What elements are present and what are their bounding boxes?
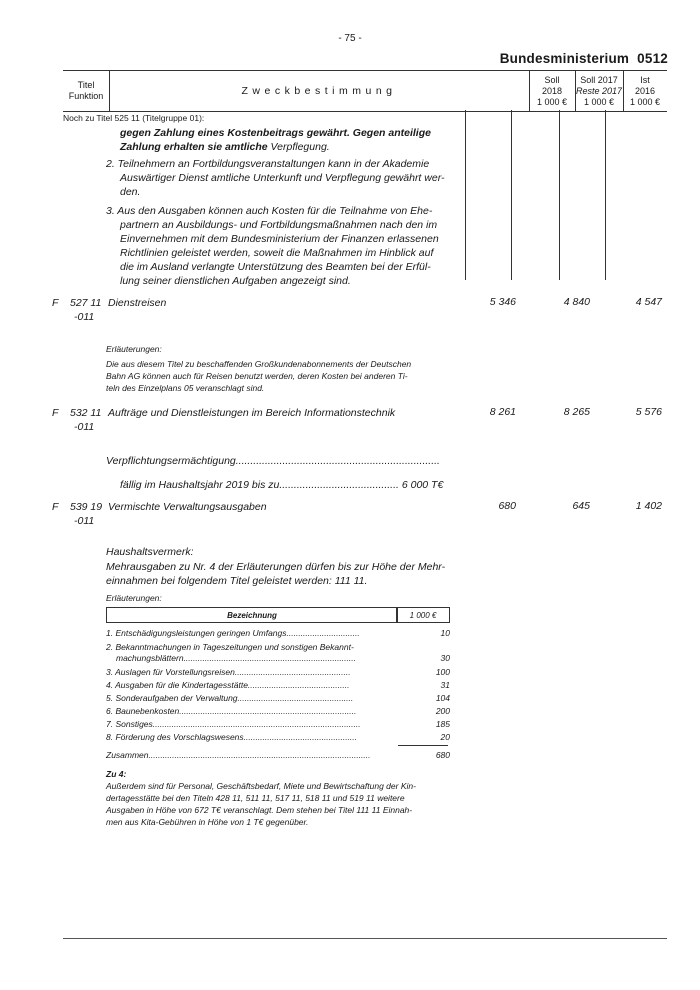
header-titel-funktion	[63, 71, 109, 111]
erl1-label: Erläuterungen:	[106, 344, 162, 354]
intro-item-3	[106, 204, 450, 288]
row-value: 10	[440, 628, 450, 638]
title-number: 539 19	[70, 501, 103, 513]
ministry-name: Bundesministerium	[499, 51, 630, 66]
intro-line	[120, 140, 450, 154]
soll-2018-value: 680	[498, 500, 516, 512]
ministry-code: 0512	[637, 51, 668, 66]
title-flag: F	[52, 501, 59, 513]
intro-bold-line: gegen Zahlung eines Kostenbeitrags gewährt. Gegen anteilige	[120, 127, 431, 139]
header-soll-2017-line: Soll 2017	[580, 74, 618, 85]
title-name: Dienstreisen	[108, 297, 167, 309]
item-line: Richtlinien geleistet werden, soweit die Maßnahmen im Hinblick auf	[120, 247, 434, 259]
intro-normal-line: Verpflegung.	[267, 141, 330, 153]
total-value: 680	[435, 750, 450, 760]
soll-2017-value: 645	[572, 500, 590, 512]
row-label: 4. Ausgaben für die Kindertagesstätte...........................................	[106, 680, 350, 690]
footer-rule	[63, 938, 667, 939]
header-ist-2016-line: 2016	[634, 85, 656, 96]
sum-divider	[398, 745, 448, 746]
header-soll-2018-line: 2018	[541, 85, 563, 96]
zu4-line: dertagesstätte bei den Titeln 428 11, 511 11, 517 11, 518 11 und 519 11 weitere	[106, 793, 405, 803]
header-reste-2017: Reste 2017	[575, 85, 623, 96]
title-function: -011	[74, 311, 95, 323]
vpe-due: fällig im Haushaltsjahr 2019 bis zu......................................... 6 000 T€	[120, 479, 444, 491]
erl2-label: Erläuterungen:	[106, 593, 162, 603]
header-ist-2016-line: 1 000 €	[629, 96, 661, 107]
zu4-text	[106, 780, 456, 828]
soll-2017-value: 4 840	[563, 296, 590, 308]
item-line: Auswärtiger Dienst amtliche Unterkunft und Verpflegung gewährt wer-	[120, 172, 445, 184]
header-titel: Titel	[77, 80, 95, 90]
zu4-line: Außerdem sind für Personal, Geschäftsbedarf, Miete und Bewirtschaftung der Kin-	[106, 781, 416, 791]
item-line: Einvernehmen mit dem Bundesministerium der Finanzen erlassenen	[120, 233, 439, 245]
hhv-line: Mehrausgaben zu Nr. 4 der Erläuterungen dürfen bis zur Höhe der Mehr-	[106, 561, 446, 573]
ist-2016-value: 4 547	[635, 296, 662, 308]
header-soll-2017	[575, 71, 623, 111]
hhv-label: Haushaltsvermerk:	[106, 546, 194, 558]
intro-item-2	[106, 157, 450, 199]
soll-2017-value: 8 265	[563, 406, 590, 418]
row-value: 20	[440, 732, 450, 742]
column-header	[63, 70, 667, 112]
ist-2016-value: 1 402	[635, 500, 662, 512]
title-flag: F	[52, 297, 59, 309]
header-zweckbestimmung: Zweckbestimmung	[241, 84, 397, 97]
title-flag: F	[52, 407, 59, 419]
row-label: 3. Auslagen für Vorstellungsreisen.................................................	[106, 667, 351, 677]
row-value: 100	[435, 667, 450, 677]
item-line: partnern an Ausbildungs- und Fortbildungsmaßnahmen nach den im	[120, 219, 438, 231]
soll-2018-value: 5 346	[489, 296, 516, 308]
title-function: -011	[74, 515, 95, 527]
vpe-label: Verpflichtungsermächtigung......................................................................	[106, 455, 440, 467]
item-line: die im Ausland verlangte Unterstützung des Beamten bei der Erfül-	[120, 261, 431, 273]
erl-line: Bahn AG können auch für Reisen benutzt werden, deren Kosten bei anderen Ti-	[106, 371, 408, 381]
zu4-line: Ausgaben in Höhe von 672 T€ veranschlagt. Dem stehen bei Titel 111 11 Einnah-	[106, 805, 413, 815]
header-ist-2016-line: Ist	[640, 74, 650, 85]
header-soll-2018-line: 1 000 €	[536, 96, 568, 107]
item-line: lung seiner dienstlichen Aufgaben angezeigt sind.	[120, 275, 351, 287]
zu4-label: Zu 4:	[106, 769, 127, 779]
header-ist-2016	[623, 71, 667, 111]
item-line: 3. Aus den Ausgaben können auch Kosten für die Teilnahme von Ehe-	[106, 205, 433, 217]
intro-text	[120, 126, 450, 154]
zu4-line: men aus Kita-Gebühren in Höhe von 1 T€ gegenüber.	[106, 817, 309, 827]
intro-bold-line: Zahlung erhalten sie amtliche	[120, 141, 268, 153]
row-label: 1. Entschädigungsleistungen geringen Umfangs...............................	[106, 628, 360, 638]
page-number: - 75 -	[338, 33, 362, 44]
item-line: 2. Teilnehmern an Fortbildungsveranstaltungen kann in der Akademie	[106, 158, 430, 170]
header-funktion: Funktion	[68, 91, 104, 101]
row-value: 185	[435, 719, 450, 729]
header-soll-2018-line: Soll	[544, 74, 560, 85]
title-function: -011	[74, 421, 95, 433]
title-number: 527 11	[70, 297, 102, 309]
continuation-note: Noch zu Titel 525 11 (Titelgruppe 01):	[63, 113, 205, 123]
erl1-text	[106, 358, 451, 394]
title-name: Vermischte Verwaltungsausgaben	[108, 501, 267, 513]
row-value: 30	[440, 653, 450, 663]
row-value: 31	[440, 680, 450, 690]
row-label: 5. Sonderaufgaben der Verwaltung.................................................	[106, 693, 354, 703]
header-soll-2018	[529, 71, 575, 111]
hhv-line: einnahmen bei folgendem Titel geleistet werden: 111 11.	[106, 575, 368, 587]
header-soll-2017-line: 1 000 €	[583, 96, 615, 107]
row-label: 2. Bekanntmachungen in Tageszeitungen und sonstigen Bekannt-	[106, 642, 354, 652]
hhv-text	[106, 560, 456, 588]
ist-2016-value: 5 576	[635, 406, 662, 418]
erl-line: teln des Einzelplans 05 veranschlagt sind.	[106, 383, 265, 393]
title-number: 532 11	[70, 407, 102, 419]
row-label: 8. Förderung des Vorschlagswesens................................................	[106, 732, 358, 742]
total-label: Zusammen..............................................................................................	[106, 750, 371, 760]
erl-line: Die aus diesem Titel zu beschaffenden Großkundenabonnements der Deutschen	[106, 359, 412, 369]
soll-2018-value: 8 261	[489, 406, 516, 418]
row-label: 6. Baunebenkosten...........................................................................	[106, 706, 357, 716]
row-value: 200	[435, 706, 450, 716]
item-line: den.	[120, 186, 141, 198]
row-value: 104	[435, 693, 450, 703]
row-label: machungsblättern.........................................................................	[116, 653, 356, 663]
table-header-bezeichnung: Bezeichnung	[106, 607, 398, 623]
title-name: Aufträge und Dienstleistungen im Bereich Informationstechnik	[108, 407, 396, 419]
ministry-heading	[500, 51, 668, 66]
table-header-unit: 1 000 €	[396, 607, 450, 623]
row-label: 7. Sonstiges........................................................................................	[106, 719, 361, 729]
